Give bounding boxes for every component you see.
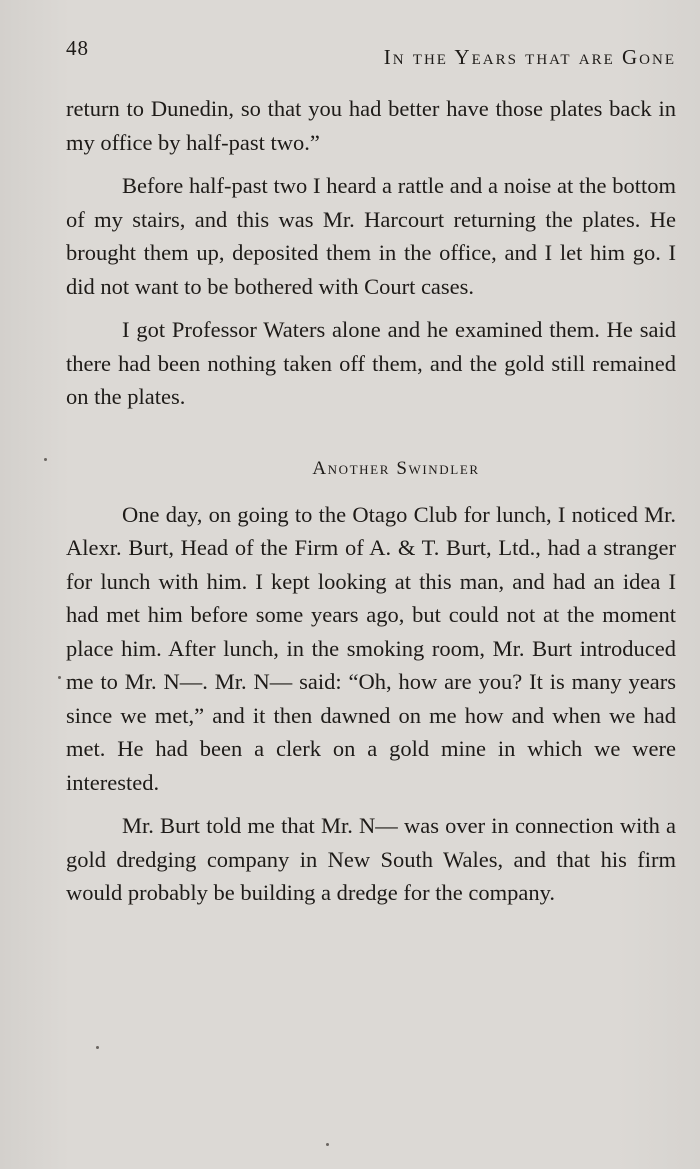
paragraph: One day, on going to the Otago Club for lunch, I noticed Mr. Alexr. Burt, Head of the Firm of A. & T. Burt, Ltd., had a stranger for lunch with him. I kept looking at this man, and had an idea I had met him before some years ago, but could not at the moment place him. After lunch, in the smoking room, Mr. Burt introduced me to Mr. N—. Mr. N— said: “Oh, how are you? It is many years since we met,” and it then dawned on me how and when we had met. He had been a clerk on a gold mine in which we were interested. <box>66 501 676 795</box>
paragraph-continued: return to Dunedin, so that you had better have those plates back in my office by half-past two.” <box>66 96 676 155</box>
paragraph: Before half-past two I heard a rattle and a noise at the bottom of my stairs, and this was Mr. Harcourt returning the plates. He brought them up, deposited them in the office, and I let him go. I did not want to be bothered with Court cases. <box>66 173 676 299</box>
running-title: In the Years that are Gone <box>383 45 676 69</box>
body-text <box>66 92 676 910</box>
paper-speck <box>96 1046 99 1049</box>
section-heading: Another Swindler <box>312 457 480 479</box>
paragraph: I got Professor Waters alone and he examined them. He said there had been nothing taken off them, and the gold still remained on the plates. <box>66 317 676 409</box>
paper-speck <box>326 1143 329 1146</box>
page-number: 48 <box>66 36 89 60</box>
paragraph: Mr. Burt told me that Mr. N— was over in connection with a gold dredging company in New South Wales, and that his firm would probably be building a dredge for the company. <box>66 813 676 905</box>
paper-speck <box>44 458 47 461</box>
running-head <box>66 0 676 90</box>
paper-speck <box>58 676 61 679</box>
